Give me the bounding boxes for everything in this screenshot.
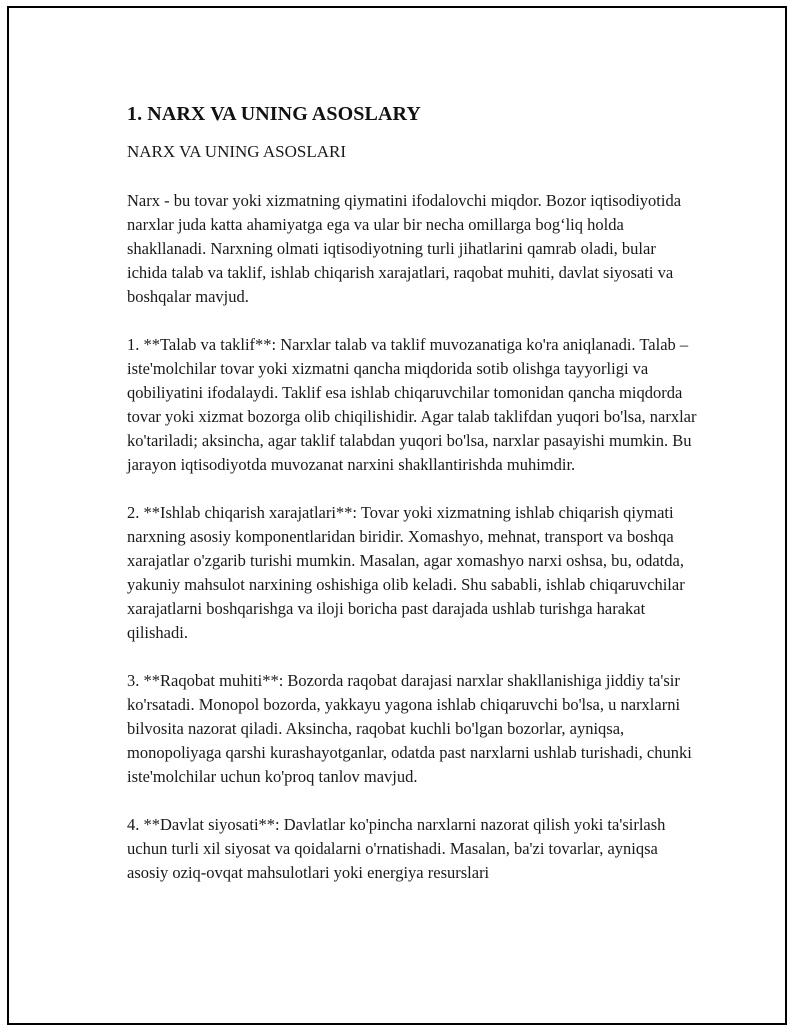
paragraph-competition: 3. **Raqobat muhiti**: Bozorda raqobat darajasi narxlar shakllanishiga jiddiy ta'sir ko'rsatadi. Monopol bozorda, yakkayu yagona ishlab chiqaruvchi bo'lsa, u narxlarni bilvosita nazorat qiladi. Aksincha, raqobat kuchli bo'lgan bozorlar, ayniqsa, monopoliyaga qarshi kurashayotganlar, odatda past narxlarni ushlab turishadi, chunki iste'molchilar uchun ko'proq tanlov mavjud. xyxy=(127,671,692,786)
document-heading: 1. NARX VA UNING ASOSLARY xyxy=(127,103,421,125)
paragraph-demand-supply: 1. **Talab va taklif**: Narxlar talab va taklif muvozanatiga ko'ra aniqlanadi. Talab – iste'molchilar tovar yoki xizmatni qancha miqdorida sotib olishga tayyorligi va qobiliyatini ifodalaydi. Taklif esa ishlab chiqaruvchilar tomonidan qancha miqdorda tovar yoki xizmat bozorga olib chiqilishidir. Agar talab taklifdan yuqori bo'lsa, narxlar ko'tariladi; aksincha, agar taklif talabdan yuqori bo'lsa, narxlar pasayishi mumkin. Bu jarayon iqtisodiyotda muvozanat narxini shakllantirishda muhimdir. xyxy=(127,335,697,474)
document-content xyxy=(127,100,697,885)
paragraph-production-costs: 2. **Ishlab chiqarish xarajatlari**: Tovar yoki xizmatning ishlab chiqarish qiymati narxning asosiy komponentlaridan biridir. Xomashyo, mehnat, transport va boshqa xarajatlar o'zgarib turishi mumkin. Masalan, agar xomashyo narxi oshsa, bu, odatda, yakuniy mahsulot narxining oshishiga olib keladi. Shu sababli, ishlab chiqaruvchilar xarajatlarni boshqarishga va iloji boricha past darajada ushlab turishga harakat qilishadi. xyxy=(127,503,685,642)
page-frame xyxy=(7,6,787,1025)
intro-paragraph: Narx - bu tovar yoki xizmatning qiymatini ifodalovchi miqdor. Bozor iqtisodiyotida narxlar juda katta ahamiyatga ega va ular bir necha omillarga bog‘liq holda shakllanadi. Narxning olmati iqtisodiyotning turli jihatlarini qamrab oladi, bular ichida talab va taklif, ishlab chiqarish xarajatlari, raqobat muhiti, davlat siyosati va boshqalar mavjud. xyxy=(127,191,682,306)
paragraph-state-policy: 4. **Davlat siyosati**: Davlatlar ko'pincha narxlarni nazorat qilish yoki ta'sirlash uchun turli xil siyosat va qoidalarni o'rnatishadi. Masalan, ba'zi tovarlar, ayniqsa asosiy oziq-ovqat mahsulotlari yoki energiya resurslari xyxy=(127,815,666,882)
document-subheading: NARX VA UNING ASOSLARI xyxy=(127,142,346,161)
